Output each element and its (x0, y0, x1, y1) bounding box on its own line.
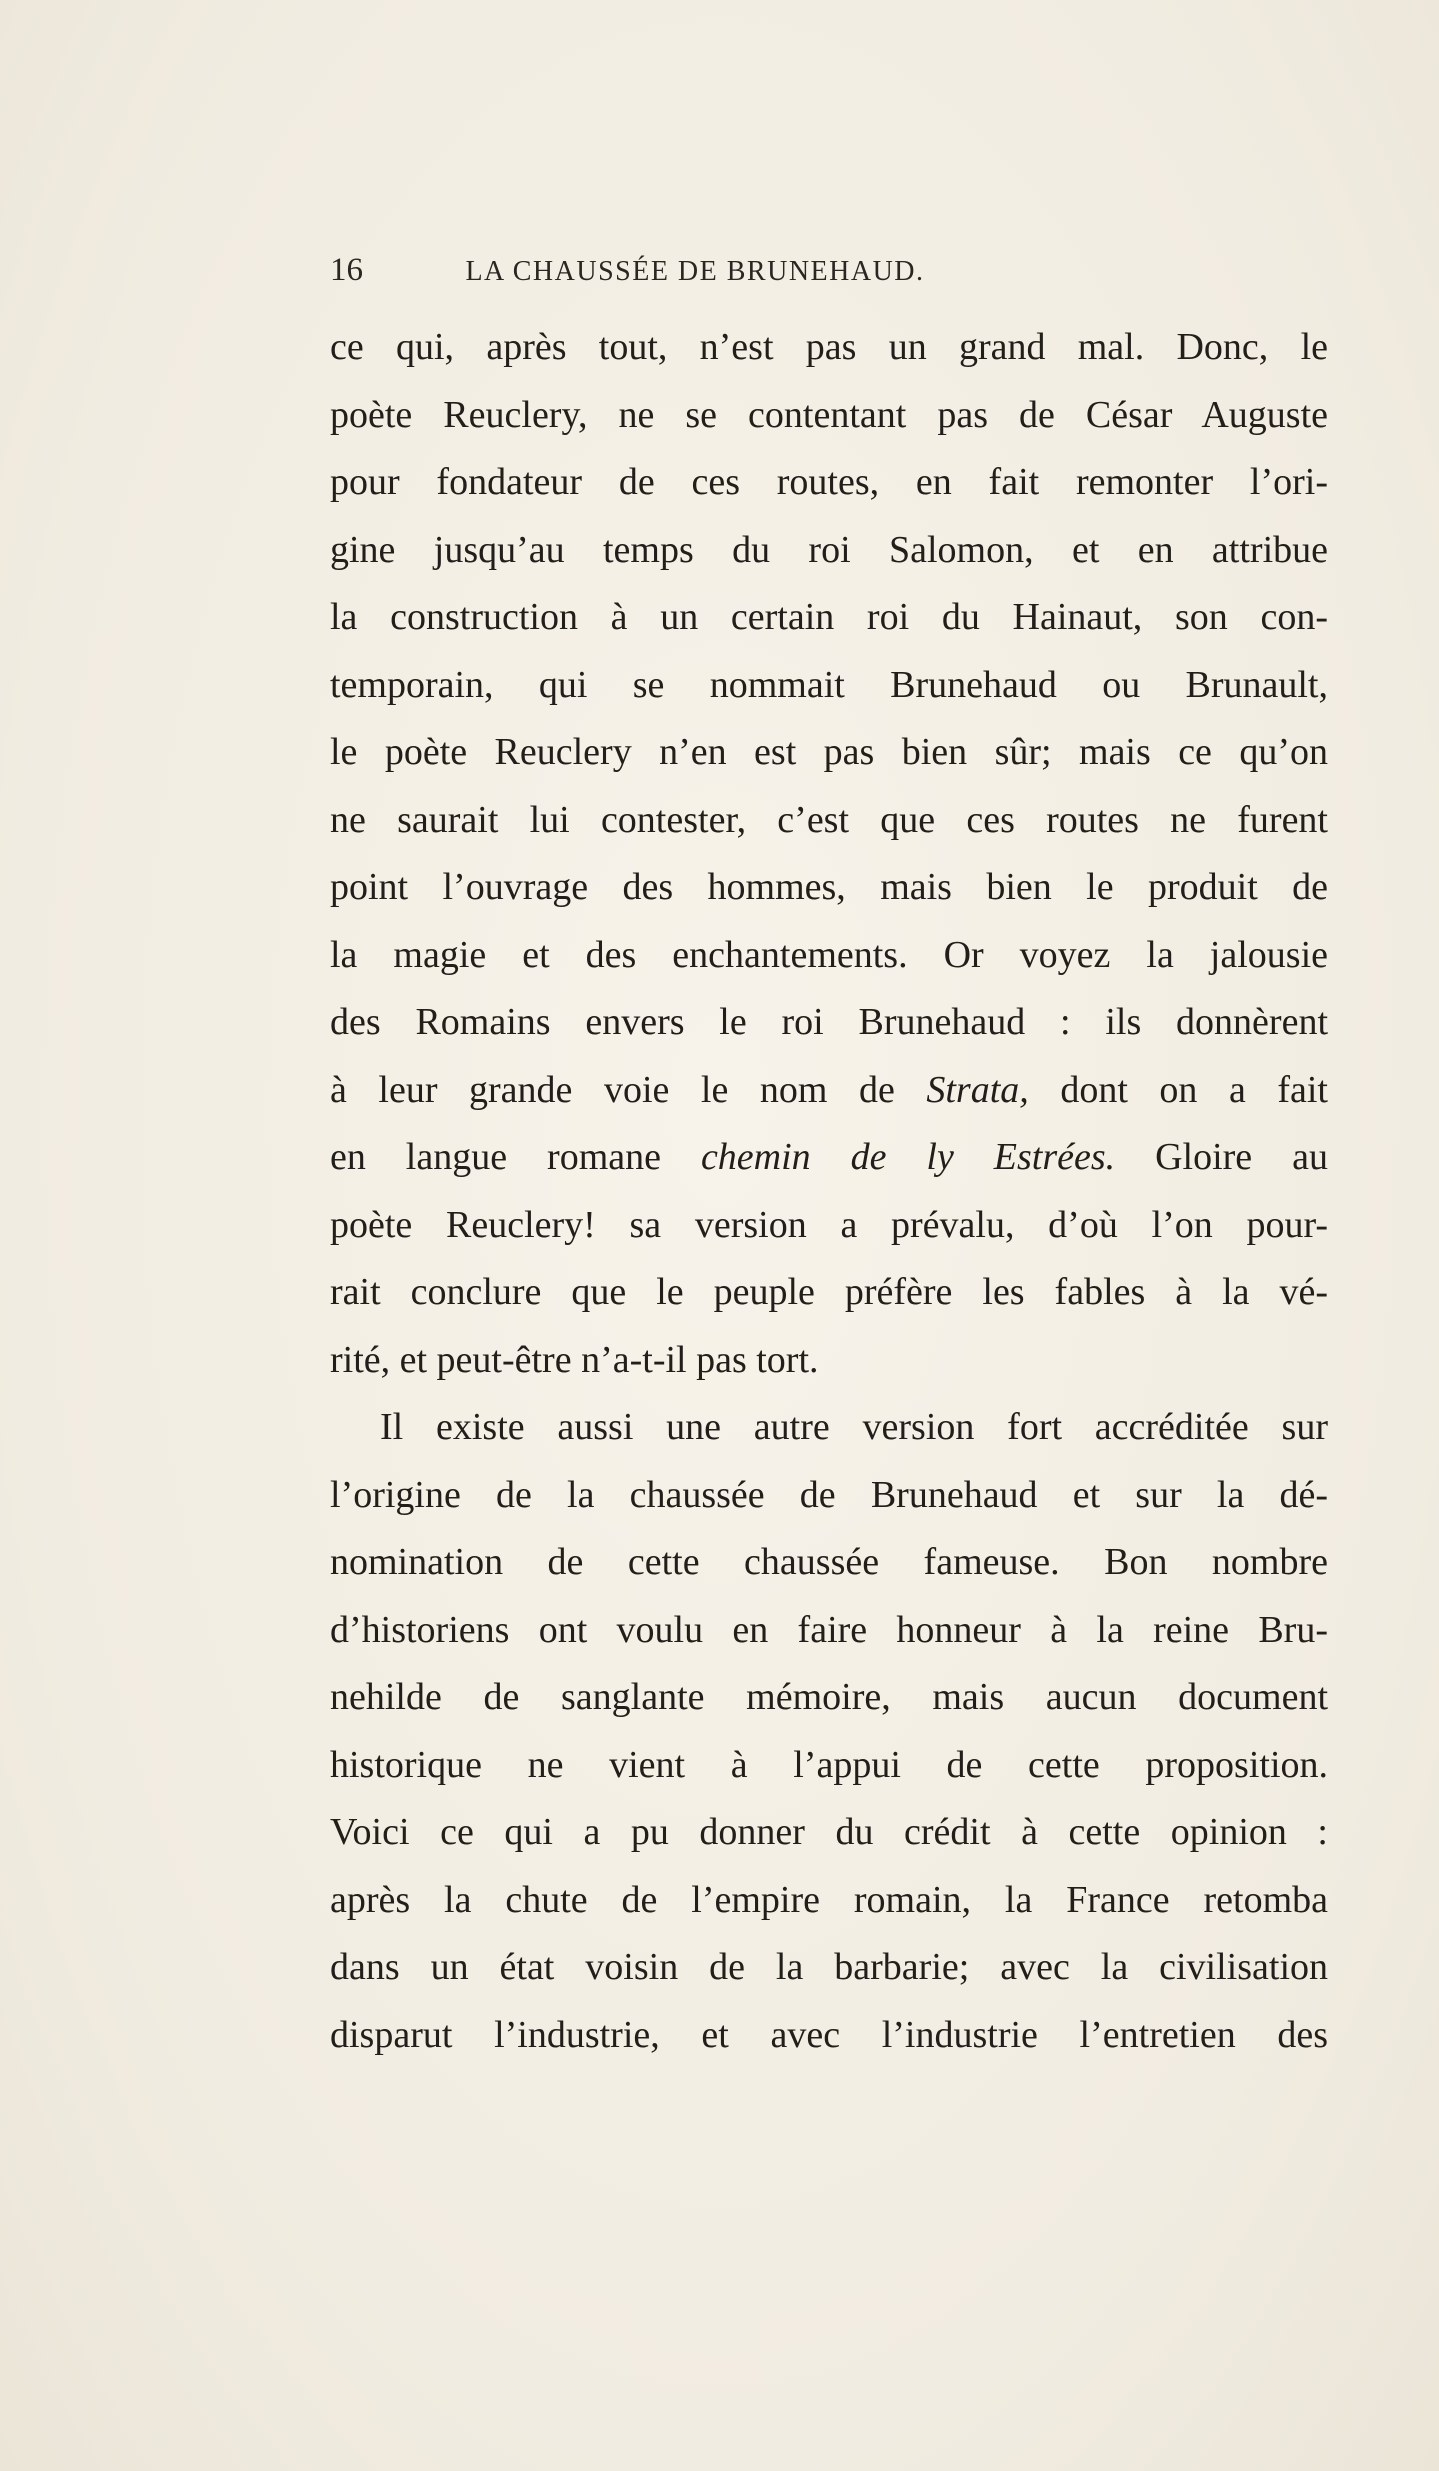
text-line: historique ne vient à l’appui de cette proposition. (330, 1743, 1328, 1786)
running-header (330, 248, 1060, 292)
text-line: pour fondateur de ces routes, en fait remonter l’ori- (330, 461, 1328, 503)
text-line: rait conclure que le peuple préfère les fables à la vé- (330, 1271, 1328, 1313)
text-line: poète Reuclery, ne se contentant pas de César Auguste (330, 393, 1328, 436)
text-line (330, 1124, 1328, 1192)
text-line: le poète Reuclery n’en est pas bien sûr; mais ce qu’on (330, 731, 1328, 773)
paragraph (330, 1394, 1328, 2069)
running-title: LA CHAUSSÉE DE BRUNEHAUD. (465, 256, 925, 287)
italic-term: chemin de ly Estrées. (700, 1136, 1116, 1178)
text-line: après la chute de l’empire romain, la France retomba (330, 1878, 1328, 1921)
page-number: 16 (330, 252, 363, 288)
text-line: Il existe aussi une autre version fort accréditée sur (380, 1406, 1328, 1448)
text-segment: en langue romane (330, 1136, 701, 1178)
text-line (330, 1057, 1328, 1125)
text-line: Voici ce qui a pu donner du crédit à cette opinion : (330, 1811, 1328, 1853)
text-line: rité, et peut-être n’a-t-il pas tort. (330, 1338, 819, 1381)
text-line: dans un état voisin de la barbarie; avec la civilisation (330, 1946, 1328, 1988)
text-line: la construction à un certain roi du Hainaut, son con- (330, 596, 1328, 638)
text-line: point l’ouvrage des hommes, mais bien le produit de (330, 866, 1328, 908)
text-line: ne saurait lui contester, c’est que ces routes ne furent (330, 798, 1328, 841)
text-segment: Gloire au (1115, 1136, 1328, 1178)
body-text (330, 314, 1328, 2069)
text-line: temporain, qui se nommait Brunehaud ou Brunault, (330, 663, 1328, 706)
text-line: ce qui, après tout, n’est pas un grand mal. Donc, le (330, 326, 1328, 368)
text-line: des Romains envers le roi Brunehaud : ils donnèrent (330, 1001, 1328, 1043)
text-line: disparut l’industrie, et avec l’industrie l’entretien des (330, 2013, 1328, 2056)
text-segment: à leur grande voie le nom de (330, 1068, 927, 1111)
text-line: l’origine de la chaussée de Brunehaud et sur la dé- (330, 1473, 1328, 1516)
text-line: nomination de cette chaussée fameuse. Bon nombre (330, 1541, 1328, 1583)
text-line: d’historiens ont voulu en faire honneur à la reine Bru- (330, 1608, 1328, 1651)
text-line: nehilde de sanglante mémoire, mais aucun document (330, 1676, 1328, 1718)
text-line: la magie et des enchantements. Or voyez la jalousie (330, 933, 1328, 976)
text-line: gine jusqu’au temps du roi Salomon, et en attribue (330, 528, 1328, 571)
italic-term: Strata, (926, 1068, 1029, 1111)
paragraph (330, 314, 1328, 1394)
text-line: poète Reuclery! sa version a prévalu, d’où l’on pour- (330, 1203, 1328, 1246)
text-segment: dont on a fait (1028, 1068, 1328, 1111)
